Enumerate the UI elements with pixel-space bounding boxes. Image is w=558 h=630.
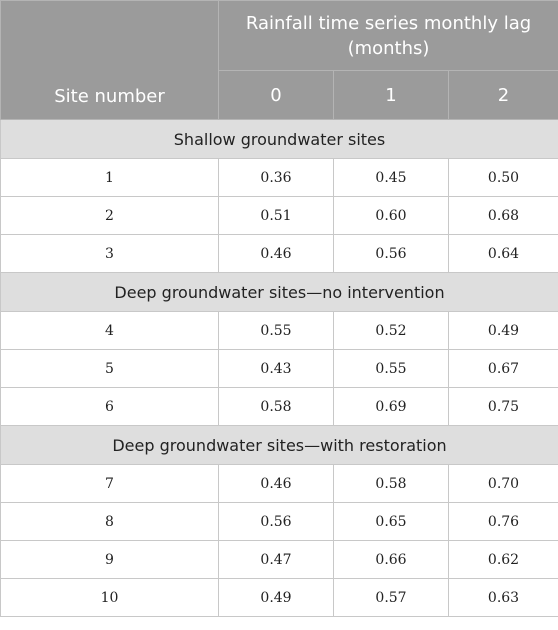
- site-cell: 9: [1, 541, 219, 579]
- value-cell: 0.66: [334, 541, 449, 579]
- value-cell: 0.67: [449, 350, 558, 388]
- table-row: [1, 312, 558, 350]
- site-cell: 3: [1, 235, 219, 273]
- table-row: [1, 197, 558, 235]
- site-cell: 6: [1, 388, 219, 426]
- site-cell: 2: [1, 197, 219, 235]
- table-row: [1, 503, 558, 541]
- value-cell: 0.60: [334, 197, 449, 235]
- site-number-header: Site number: [1, 1, 219, 120]
- lag-1-header: 1: [334, 71, 449, 120]
- section-row: [1, 273, 558, 312]
- header-row-top: [1, 1, 558, 71]
- value-cell: 0.76: [449, 503, 558, 541]
- table-row: [1, 465, 558, 503]
- lag-2-header: 2: [449, 71, 558, 120]
- value-cell: 0.68: [449, 197, 558, 235]
- value-cell: 0.69: [334, 388, 449, 426]
- table-body: [1, 120, 558, 617]
- value-cell: 0.58: [334, 465, 449, 503]
- value-cell: 0.55: [334, 350, 449, 388]
- value-cell: 0.47: [219, 541, 334, 579]
- table-row: [1, 159, 558, 197]
- section-title: Deep groundwater sites—no intervention: [1, 273, 558, 312]
- value-cell: 0.70: [449, 465, 558, 503]
- value-cell: 0.64: [449, 235, 558, 273]
- value-cell: 0.43: [219, 350, 334, 388]
- value-cell: 0.63: [449, 579, 558, 617]
- table-row: [1, 350, 558, 388]
- value-cell: 0.49: [219, 579, 334, 617]
- value-cell: 0.52: [334, 312, 449, 350]
- site-cell: 1: [1, 159, 219, 197]
- table-row: [1, 235, 558, 273]
- site-cell: 7: [1, 465, 219, 503]
- site-cell: 8: [1, 503, 219, 541]
- value-cell: 0.46: [219, 235, 334, 273]
- value-cell: 0.62: [449, 541, 558, 579]
- value-cell: 0.51: [219, 197, 334, 235]
- value-cell: 0.46: [219, 465, 334, 503]
- value-cell: 0.45: [334, 159, 449, 197]
- lag-title-header: Rainfall time series monthly lag (months): [219, 1, 558, 71]
- site-cell: 5: [1, 350, 219, 388]
- section-title: Deep groundwater sites—with restoration: [1, 426, 558, 465]
- site-cell: 4: [1, 312, 219, 350]
- value-cell: 0.58: [219, 388, 334, 426]
- value-cell: 0.36: [219, 159, 334, 197]
- value-cell: 0.49: [449, 312, 558, 350]
- value-cell: 0.65: [334, 503, 449, 541]
- table-row: [1, 579, 558, 617]
- value-cell: 0.56: [334, 235, 449, 273]
- table-row: [1, 388, 558, 426]
- table-row: [1, 541, 558, 579]
- lag-0-header: 0: [219, 71, 334, 120]
- section-row: [1, 426, 558, 465]
- value-cell: 0.55: [219, 312, 334, 350]
- value-cell: 0.57: [334, 579, 449, 617]
- value-cell: 0.50: [449, 159, 558, 197]
- value-cell: 0.56: [219, 503, 334, 541]
- section-row: [1, 120, 558, 159]
- site-cell: 10: [1, 579, 219, 617]
- section-title: Shallow groundwater sites: [1, 120, 558, 159]
- value-cell: 0.75: [449, 388, 558, 426]
- table-header: [1, 1, 558, 120]
